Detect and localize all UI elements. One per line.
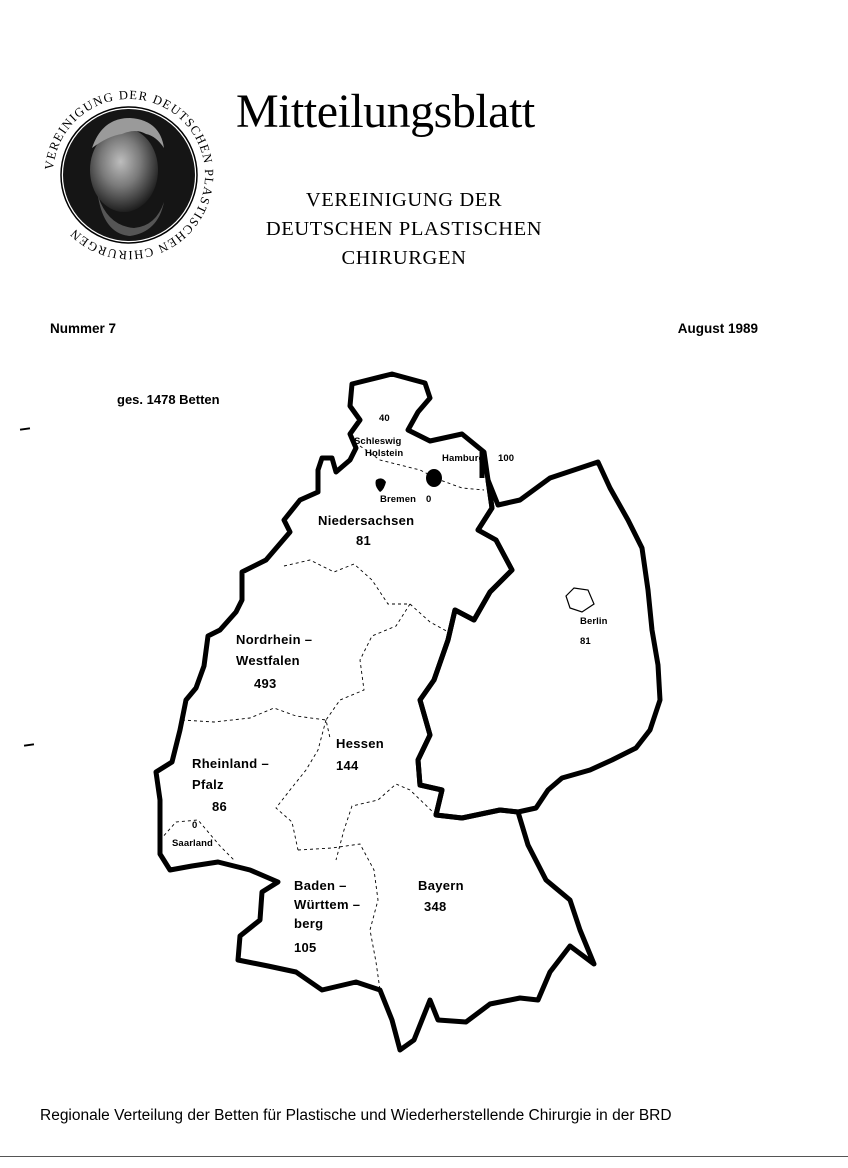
region-beds-bayern: 348 xyxy=(424,899,447,914)
border-ni-nrw xyxy=(284,560,452,634)
region-beds-sh: 40 xyxy=(379,413,390,424)
region-beds-hessen: 144 xyxy=(336,758,359,773)
bremen-marker xyxy=(376,478,387,492)
border-he-rp xyxy=(276,720,326,850)
issue-number: Nummer 7 xyxy=(50,321,117,336)
region-name-saarland: Saarland xyxy=(172,838,213,849)
berlin-shape xyxy=(566,588,594,612)
region-beds-saarland: 0 xyxy=(192,820,198,831)
region-name-hessen: Hessen xyxy=(336,736,385,751)
issue-date: August 1989 xyxy=(677,321,758,336)
region-name-rp: Rheinland – xyxy=(192,756,269,771)
organization-line: VEREINIGUNG DER xyxy=(305,189,503,211)
region-name-bw-3: berg xyxy=(294,916,324,931)
region-name-niedersachsen: Niedersachsen xyxy=(318,513,415,528)
region-beds-niedersachsen: 81 xyxy=(356,533,372,548)
region-name-sh-2: Holstein xyxy=(365,448,404,459)
border-he-by xyxy=(336,784,436,860)
region-name-bw-2: Württem – xyxy=(294,897,361,912)
seal-text: VEREINIGUNG DER DEUTSCHEN PLASTISCHEN CHIRURGEN xyxy=(42,87,217,263)
region-name-bremen: Bremen xyxy=(380,494,416,505)
ddr-outline xyxy=(418,462,660,818)
region-name-sh: Schleswig xyxy=(354,436,402,447)
hamburg-marker xyxy=(426,469,442,487)
border-nrw-he xyxy=(326,604,410,738)
region-beds-bremen: 0 xyxy=(426,494,432,505)
region-beds-nrw: 493 xyxy=(254,676,277,691)
region-beds-rp: 86 xyxy=(212,799,228,814)
organization-line: CHIRURGEN xyxy=(341,247,467,269)
publication-title: Mitteilungsblatt xyxy=(236,85,535,138)
region-beds-berlin: 81 xyxy=(580,636,591,647)
brd-outline xyxy=(156,374,594,1050)
border-nrw-rp xyxy=(182,708,326,722)
figure-caption: Regionale Verteilung der Betten für Plastische und Wiederherstellende Chirurgie in der BRD xyxy=(40,1107,672,1124)
region-name-bayern: Bayern xyxy=(418,878,464,893)
region-name-bw: Baden – xyxy=(294,878,347,893)
region-beds-bw: 105 xyxy=(294,940,317,955)
total-beds-label: ges. 1478 Betten xyxy=(117,392,220,407)
region-name-rp-2: Pfalz xyxy=(192,777,224,792)
region-beds-hamburg: 100 xyxy=(498,453,515,464)
bottom-rule xyxy=(0,1156,848,1157)
region-name-berlin: Berlin xyxy=(580,616,608,627)
region-name-nrw: Nordrhein – xyxy=(236,632,313,647)
region-name-hamburg: Hamburg xyxy=(442,453,485,464)
region-name-nrw-2: Westfalen xyxy=(236,653,300,668)
organization-line: DEUTSCHEN PLASTISCHEN xyxy=(265,218,543,240)
